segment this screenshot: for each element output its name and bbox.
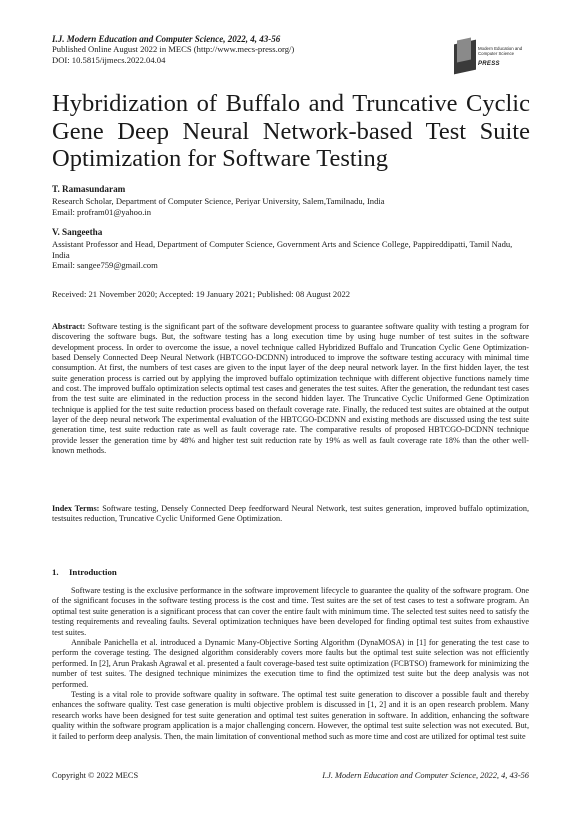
journal-header [52,34,452,65]
author-name: T. Ramasundaram [52,184,126,194]
paragraph: Testing is a vital role to provide software quality in software. The optimal test suite generation to discover a possible fault and thereby enhances the software quality. Test case generation is multi objective problem is discussed in [1, 2] and it is an open research problem. Many research works have been designed for test suite generation and optimal test suites generation in software. In addition, enhancing the software quality within the software program application is a major challenging concern. However, the optimal test suite selection was not executed. But, it failed to perform deep analysis. Then, the main limitation of conventional method such as more time and cost are utilized for optimal test suite [52,690,529,741]
author-block [52,184,530,217]
logo-text: Modern Education and Computer Science [478,46,523,56]
section-body [52,586,529,742]
section-heading [52,567,117,577]
author-name: V. Sangeetha [52,227,103,237]
logo-book-page-icon [457,38,471,63]
author-affiliation: Assistant Professor and Head, Department of Computer Science, Government Arts and Science College, Pappireddipatti, Tamil Nadu, India [52,239,513,260]
doi: DOI: 10.5815/ijmecs.2022.04.04 [52,54,166,65]
abstract-text: Software testing is the significant part of the software development process to guarantee software quality with testing a program for discovering the software bugs. But, the software testing has a long execution time by using huge number of test suites in the software development process. In order to overcome the issue, a novel technique called Hybridized Buffalo and Truncation Cyclic Gene Optimization-based Densely Connected Deep Neural Network (HBTCGO-DCDNN) introduced to improve the software testing accuracy with minimal time consumption. At first, the numbers of test cases are given to the input layer of the deep neural network layer. In the first hidden layer, the test suite generation process is carried out by applying the improved buffalo optimization technique with different objective functions namely time and cost. The improved buffalo optimization selects optimal test cases and generates the test suites. After the generation, the redundant test cases from the test suite are eliminated in the reduction process in the second hidden layer. The Truncative Cyclic Uniformed Gene Optimization technique is applied for the test suite reduction process based on thefault coverage rate. Finally, the reduced test suites are obtained at the output layer of the deep neural network The experimental evaluation of the HBTCGO-DCDNN and existing methods are discussed using the test suite generation time, test suite reduction rate as well as fault coverage rate. The comparative results of proposed HBTCGO-DCDNN technique provide lesser the generation time by 48% and higher test suit reduction rate by 19% as well as fault coverage rate 18% than the other well-known methods. [52,322,530,456]
publication-line: Published Online August 2022 in MECS (http://www.mecs-press.org/) [52,44,295,55]
footer-journal: I.J. Modern Education and Computer Science, 2022, 4, 43-56 [322,771,529,780]
publisher-logo [454,38,524,80]
author-block [52,227,530,271]
author-email: Email: sangee759@gmail.com [52,260,158,271]
section-title: Introduction [69,567,117,577]
index-terms [52,504,529,525]
footer-copyright: Copyright © 2022 MECS [52,771,139,780]
section-number: 1. [52,567,59,577]
author-email: Email: profram01@yahoo.in [52,206,152,217]
abstract-label: Abstract: [52,322,86,331]
paragraph: Annibale Panichella et al. introduced a Dynamic Many-Objective Sorting Algorithm (DynaMOSA) in [1] for generating the test case to perform the coverage testing. The designed algorithm considerably covers more faults but the optimal test suite selection was not efficiently performed. In [2], Arun Prakash Agrawal et al. presented a fault coverage-based test suite optimization (FCBTSO) framework for minimizing the number of test suites. The designed technique minimizes the execution time to find the optimized test suite but the deep analysis was not performed. [52,638,529,689]
logo-press: PRESS [478,61,500,67]
paper-title: Hybridization of Buffalo and Truncative Cyclic Gene Deep Neural Network-based Test Suite Optimization for Software Testing [52,90,530,172]
journal-title: I.J. Modern Education and Computer Science, 2022, 4, 43-56 [52,34,281,44]
paragraph: Software testing is the exclusive performance in the software improvement lifecycle to guarantee the quality of the software program. One of the significant focuses in the software testing process is the cost and time. Test suites are the set of test cases to test a software program. An optimal test suite generation is a significant process that can cover the entire fault with minimum time. The selected test suites need to satisfy the testing requirements and revealing faults. Several optimization techniques have been developed for finding optimal test suites from exhaustive test suites. [52,586,529,637]
abstract [52,322,529,456]
page-footer [52,771,529,780]
index-terms-label: Index Terms: [52,504,100,513]
index-terms-text: Software testing, Densely Connected Deep feedforward Neural Network, test suites generation, improved buffalo optimization, testsuites reduction, Truncative Cyclic Uniformed Gene Optimization. [52,504,529,524]
author-affiliation: Research Scholar, Department of Computer Science, Periyar University, Salem,Tamilnadu, India [52,196,385,207]
received-dates: Received: 21 November 2020; Accepted: 19 January 2021; Published: 08 August 2022 [52,289,351,299]
